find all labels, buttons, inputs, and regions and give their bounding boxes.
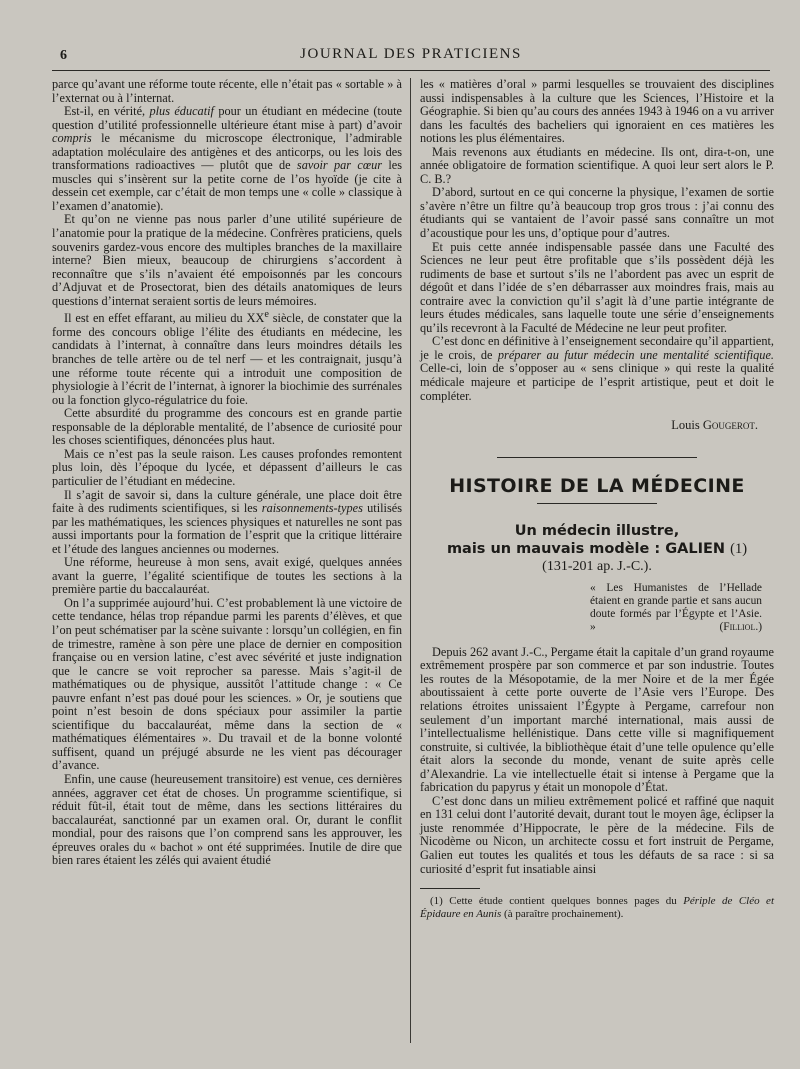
text-run: les muscles qui s’insèrent sur la petite corne de l’os hyoïde (je cite à dessein cet exemple, car c’était de mon temps une « colle » classique à l’examen d’anatomie). [52, 158, 402, 213]
text-run: (1) Cette étude contient quelques bonnes pages du [430, 895, 684, 908]
paragraph: Et qu’on ne vienne pas nous parler d’une utilité supérieure de l’anatomie pour la pratique de la médecine. Confrères praticiens, quels souvenirs gardez-vous encore des multiples branches de la maxillaire interne? Bien mieux, beaucoup de chirurgiens s’accordent à reconnaître que s’ils n’avaient été empoisonnés par les concours d’Adjuvat et de Prosectorat, bien des détails anatomiques de leurs questions d’internat seraient sortis de leurs mémoires. [52, 212, 402, 308]
page-number: 6 [60, 48, 67, 63]
running-header [52, 44, 770, 71]
journal-title: JOURNAL DES PRATICIENS [300, 46, 522, 62]
italic-run: plus éducatif [149, 104, 214, 119]
right-column [420, 78, 774, 1047]
paragraph [52, 308, 402, 407]
footnote [420, 895, 774, 920]
italic-run: raisonnements-types [261, 501, 363, 516]
paragraph: Depuis 262 avant J.-C., Pergame était la capitale d’un grand royaume extrêmement prospère par son commerce et par son industrie. Toutes les routes de la Mésopotamie, de la mer Noire et de la mer Égée aboutissaient à cette porte ouverte de l’Asie vers l’Europe. Des relations étroites unissaient l’Égypte à Pergame, carrefour non seulement d’un important marché international, mais aussi de l’intellectualisme hellénistique. Dans cette ville si magnifiquement construite, si cultivée, la bibliothèque était d’une telle opulence qu’elle était alors la seconde du monde, venant de suite après celle d’Alexandrie. La vie intellectuelle était si intense à Pergame que la fabrication du papyrus y était un monopole d’État. [420, 644, 774, 795]
author-last-name: Gougerot. [702, 418, 758, 433]
italic-run: préparer au futur médecin une mentalité scientifique. [497, 347, 774, 362]
text-run: (à paraître prochainement). [501, 907, 624, 920]
text-run: pour un étudiant en médecine (toute question d’utilité professionnelle ultérieure étant mise à part) d’avoir [52, 104, 402, 132]
epigraph-text: « Les Humanistes de l’Hellade étaient en grande partie et sans aucun doute formés par l’Égypte et l’Asie. » [590, 581, 762, 633]
paragraph: les « matières d’oral » parmi lesquelles se trouvaient des disciplines aussi indispensables à la culture que les Sciences, l’Histoire et la Géographie. Si bien qu’au cours des années 1943 à 1946 on a vu arriver dans les facultés des bacheliers qui ignoraient en ces matières les notions les plus élémentaires. [420, 77, 774, 146]
paragraph [52, 489, 402, 557]
text-run: Est-il, en vérité, [64, 104, 150, 119]
text-run: utilisés par les mathématiques, les sciences physiques et naturelles ne sont pas aussi importants pour la formation de l’esprit que la critique littéraire et l’étude des langues anciennes ou modernes. [52, 501, 402, 556]
text-run: siècle, de constater que la forme des concours oblige l’élite des étudiants en médecine, les candidats à l’internat, à connaître dans leurs moindres détails les branches de telle artère ou de tel nerf — et les contraignait, jusqu’à une réforme toute récente qui a introduit une composition de physiologie à l’écrit de l’internat, à ignorer la biochimie des surrénales ou la fonction glyco-régulatrice du foie. [52, 311, 402, 407]
italic-run: savoir par cœur [296, 158, 382, 173]
paragraph: D’abord, surtout en ce qui concerne la physique, l’examen de sortie s’avère n’être un filtre qu’à beaucoup trop gros trous : j’ai connu des étudiants qui se vantaient de l’avoir passé sans connaître un mot d’acoustique pour les uns, d’optique pour d’autres. [420, 185, 774, 241]
text-run: Il s’agit de savoir si, dans la culture générale, une place doit être faite à des rudiments scientifiques, si les [52, 487, 402, 516]
title-rule [537, 503, 657, 504]
italic-run: Périple de Cléo et Épidaure en Aunis [420, 895, 774, 920]
epigraph [590, 582, 762, 634]
paragraph: Enfin, une cause (heureusement transitoire) est venue, ces dernières années, aggraver cet état de choses. Un programme scientifique, si réduit fût-il, était tout de même, dans les sections littéraires du baccalauréat, sanctionné par un examen oral. Or, durant le conflit mondial, pour des raisons que l’on comprend sans les approuver, les épreuves orales du « bachot » ont été supprimées. Inutile de dire que bien rares étaient les zélés qui avaient étudié [52, 771, 402, 868]
text-run: le mécanisme du microscope électronique, l’admirable adaptation moléculaire des antigènes et des anticorps, ou les lois des transformations radioactives — plutôt que de [52, 131, 402, 173]
left-column [52, 78, 402, 1047]
superscript: e [264, 309, 269, 321]
paragraph: C’est donc dans un milieu extrêmement policé et raffiné que naquit en 131 celui dont l’autorité devait, durant tout le moyen âge, éclipser la juste renommée d’Hippocrate, le père de la médecine. Fils de Nicodème ou Nicon, un architecte cossu et fort instruit de Pergame, Galien eut toutes les qualités et tous les défauts de sa race : si sa curiosité d’esprit fut insatiable ainsi [420, 793, 774, 876]
text-run: C’est donc en définitive à l’enseignement secondaire qu’il appartient, je le crois, de [420, 334, 774, 362]
footnote-rule [420, 888, 480, 889]
article-title-text: mais un mauvais modèle : GALIEN [446, 541, 726, 558]
author-first-name: Louis [671, 418, 700, 433]
epigraph-source: (Filliol.) [719, 620, 762, 633]
paragraph [52, 105, 402, 213]
article-title [420, 522, 774, 558]
paragraph: Et puis cette année indispensable passée dans une Faculté des Sciences ne leur peut être profitable que s’ils possèdent déjà les rudiments de base et surtout s’ils ne l’abordent pas avec un esprit de dégoût et dans l’idée de s’en débarrasser aux moindres frais, mais au contraire avec la conviction qu’il s’agit là d’une partie intégrante de leurs études médicales, sans laquelle toute une série d’enseignements qu’ils recevront à la Faculté de Médecine ne leur peut profiter. [420, 239, 774, 335]
century-numeral: XX [246, 311, 265, 326]
section-separator [497, 457, 697, 458]
section-title: HISTOIRE DE LA MÉDECINE [449, 474, 745, 497]
paragraph: Mais revenons aux étudiants en médecine. Ils ont, dira-t-on, une année obligatoire de formation scientifique. A quoi leur sert alors le P. C. B.? [420, 144, 774, 186]
italic-run: compris [52, 131, 92, 146]
column-divider [410, 78, 411, 1043]
article-dates: (131-201 ap. J.-C.). [542, 559, 652, 575]
paragraph: On l’a supprimée aujourd’hui. C’est probablement là une victoire de cette tendance, hélas trop répandue parmi les parents d’élèves, et que l’on peut schématiser par la scène suivante : lorsqu’un collégien, en fin de trimestre, ramène à son père une place de dernier en composition française ou en version latine, c’est avec sévérité et juste indignation que le cancre se voit reprocher sa paresse. Mais s’agit-il de mathématiques ou de physique, aussitôt l’attitude change : « Ce pauvre enfant n’est pas doué pour les sciences. » Or, je soutiens que point n’est besoin de dons spéciaux pour assimiler la partie scientifique du baccalauréat, même dans la section de « mathématiques élémentaires ». Du travail et de la bonne volonté suffisent, quand un préjugé absurde ne les vient pas décourager d’avance. [52, 595, 402, 773]
paragraph: Cette absurdité du programme des concours est en grande partie responsable de la déplorable mentalité, de l’absence de curiosité pour les choses scientifiques, dénoncées plus haut. [52, 406, 402, 448]
article-title-line: Un médecin illustre, [514, 523, 680, 540]
footnote-mark: (1) [730, 541, 748, 558]
paragraph [420, 335, 774, 403]
text-run: Celle-ci, loin de s’opposer au « sens clinique » qui reste la qualité médicale majeure et participe de l’esprit artistique, peut et doit le compléter. [420, 361, 774, 403]
text-run: Il est en effet effarant, au milieu du [64, 311, 247, 326]
paragraph: parce qu’avant une réforme toute récente, elle n’était pas « sortable » à l’externat ou à l’internat. [52, 77, 402, 105]
paragraph: Mais ce n’est pas la seule raison. Les causes profondes remontent plus loin, dès l’époque du lycée, et dépassent d’ailleurs le cas particulier de l’étudiant en médecine. [52, 446, 402, 488]
author-signature [420, 419, 774, 433]
article-title-line [420, 540, 774, 558]
paragraph: Une réforme, heureuse à mon sens, avait exigé, quelques années avant la guerre, l’égalité scientifique de toutes les sections à la première partie du baccalauréat. [52, 555, 402, 597]
